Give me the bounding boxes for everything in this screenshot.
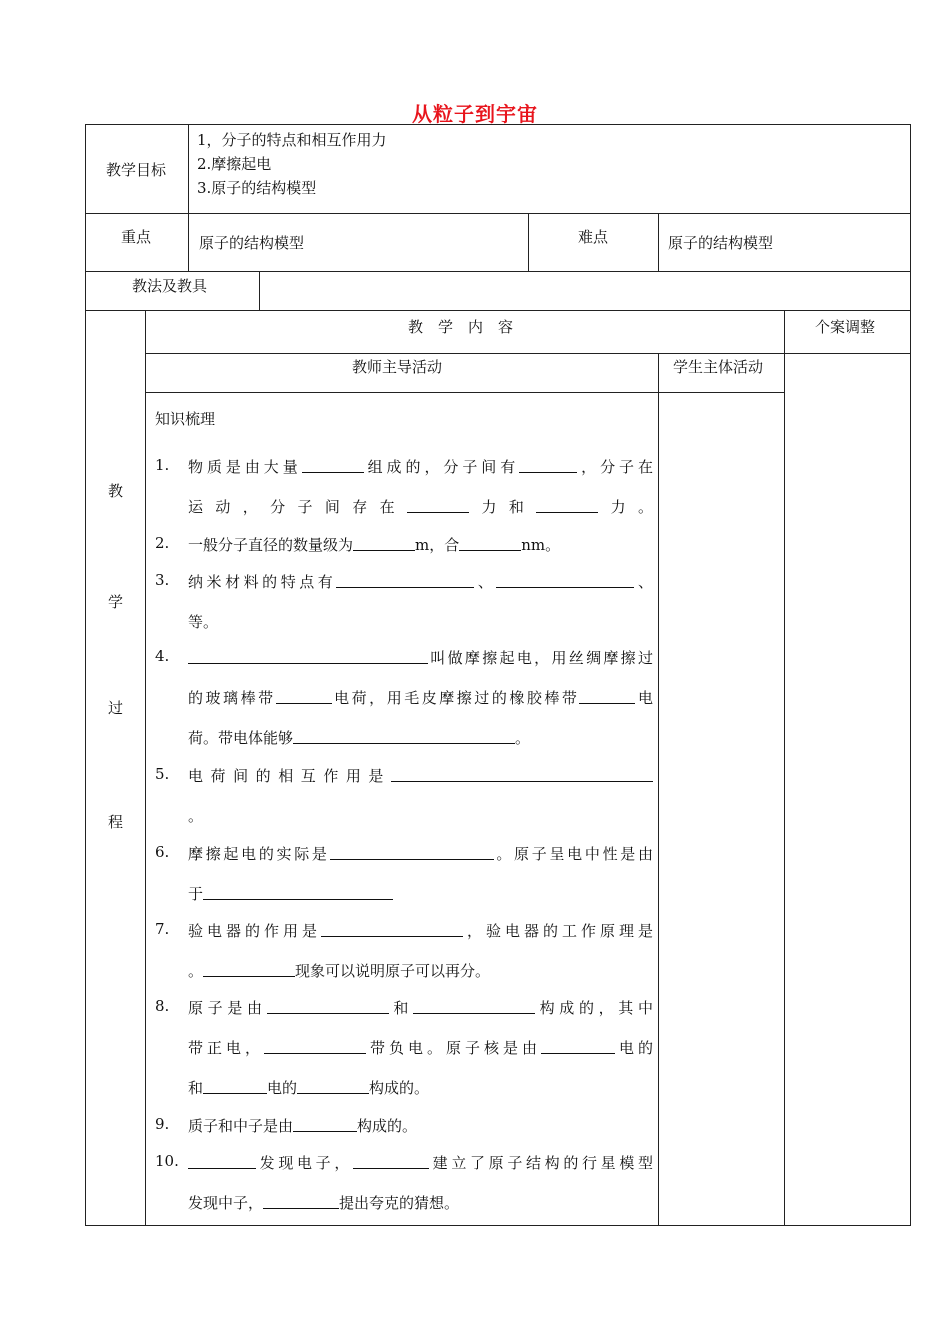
fill-blank[interactable] <box>496 572 634 588</box>
fill-blank[interactable] <box>353 535 415 551</box>
question-text: m，合 <box>415 536 460 554</box>
fill-blank[interactable] <box>267 998 389 1014</box>
question-text: 构成的。 <box>369 1079 430 1097</box>
question-text: 。 <box>515 729 531 747</box>
question-text: 组成的，分子间有 <box>363 458 520 476</box>
fill-blank[interactable] <box>264 1038 366 1054</box>
question-line <box>188 496 653 518</box>
fill-blank[interactable] <box>293 728 515 744</box>
question-text: 电 <box>635 689 653 707</box>
row-divider <box>85 213 911 214</box>
question-number: 5. <box>155 765 170 783</box>
goal-item: 2.摩擦起电 <box>197 155 272 173</box>
question-line <box>188 805 653 827</box>
fill-blank[interactable] <box>391 766 653 782</box>
question-line <box>188 920 653 942</box>
row-divider <box>145 392 785 393</box>
question-text: 。 <box>188 962 204 980</box>
fill-blank[interactable] <box>293 1116 357 1132</box>
question-line <box>188 960 653 982</box>
col-divider <box>145 310 146 1226</box>
adjust-header: 个案调整 <box>815 318 876 336</box>
fill-blank[interactable] <box>407 497 469 513</box>
col-divider <box>658 213 659 272</box>
question-text: ，验电器的工作原理是 <box>463 922 653 940</box>
method-label: 教法及教具 <box>132 277 208 295</box>
question-text: 。原子呈电中性是由 <box>493 845 653 863</box>
side-label-char: 学 <box>108 593 124 611</box>
question-number: 8. <box>155 997 170 1015</box>
col-divider <box>188 124 189 272</box>
question-line <box>188 843 653 865</box>
fill-blank[interactable] <box>297 1078 369 1094</box>
question-item <box>155 571 653 651</box>
col-divider <box>259 271 260 311</box>
key-value: 原子的结构模型 <box>199 234 305 252</box>
question-item <box>155 647 653 767</box>
question-text: 质子和中子是由 <box>188 1117 294 1135</box>
question-item <box>155 920 653 1000</box>
question-text: 纳米材料的特点有 <box>188 573 337 591</box>
fill-blank[interactable] <box>336 572 474 588</box>
question-line <box>188 765 653 787</box>
question-number: 1. <box>155 456 170 474</box>
teacher-header: 教师主导活动 <box>352 358 443 376</box>
question-line <box>188 571 653 593</box>
fill-blank[interactable] <box>579 688 635 704</box>
question-text: 、 <box>634 573 653 591</box>
question-line <box>188 647 653 669</box>
question-number: 3. <box>155 571 170 589</box>
question-text: 电的 <box>267 1079 298 1097</box>
question-line <box>188 1152 653 1174</box>
fill-blank[interactable] <box>302 457 364 473</box>
question-text: 带正电， <box>188 1039 264 1057</box>
fill-blank[interactable] <box>413 998 535 1014</box>
question-item <box>155 997 653 1117</box>
question-text: 力和 <box>469 498 537 516</box>
question-number: 4. <box>155 647 170 665</box>
fill-blank[interactable] <box>519 457 577 473</box>
fill-blank[interactable] <box>353 1153 429 1169</box>
question-number: 9. <box>155 1115 170 1133</box>
question-line <box>188 1115 653 1137</box>
question-line <box>188 611 653 633</box>
goal-item: 3.原子的结构模型 <box>197 179 317 197</box>
question-text: 和 <box>388 999 413 1017</box>
side-label-char: 过 <box>108 699 124 717</box>
difficulty-value: 原子的结构模型 <box>668 234 774 252</box>
question-text: 等。 <box>188 613 219 631</box>
question-text: 原子是由 <box>188 999 267 1017</box>
student-header: 学生主体活动 <box>673 358 764 376</box>
question-text: 和 <box>188 1079 204 1097</box>
question-text: 运动，分子间存在 <box>188 498 408 516</box>
col-divider <box>658 353 659 1226</box>
question-text: 荷。带电体能够 <box>188 729 294 747</box>
question-text: 于 <box>188 885 204 903</box>
fill-blank[interactable] <box>203 1078 267 1094</box>
page-title: 从粒子到宇宙 <box>412 102 538 126</box>
question-text: 电荷间的相互作用是 <box>188 767 391 785</box>
question-number: 7. <box>155 920 170 938</box>
question-text: 发现中子， <box>188 1194 264 1212</box>
question-line <box>188 1192 653 1214</box>
col-divider <box>784 310 785 1226</box>
col-divider <box>528 213 529 272</box>
section-title: 知识梳理 <box>155 410 216 428</box>
question-text: 力。 <box>598 498 653 516</box>
question-text: 提出夸克的猜想。 <box>339 1194 460 1212</box>
question-line <box>188 687 653 709</box>
question-text: 带负电。原子核是由 <box>366 1039 541 1057</box>
key-label: 重点 <box>121 228 152 246</box>
question-text: ，分子在 <box>577 458 653 476</box>
difficulty-label: 难点 <box>578 228 609 246</box>
question-text: 一般分子直径的数量级为 <box>188 536 354 554</box>
fill-blank[interactable] <box>459 535 521 551</box>
fill-blank[interactable] <box>321 921 463 937</box>
question-text: 现象可以说明原子可以再分。 <box>295 962 491 980</box>
content-header: 教 学 内 容 <box>408 318 514 336</box>
question-text: 、 <box>474 573 497 591</box>
fill-blank[interactable] <box>263 1193 339 1209</box>
question-line <box>188 534 653 556</box>
row-divider <box>85 310 911 311</box>
question-item <box>155 843 653 923</box>
question-line <box>188 1037 653 1059</box>
fill-blank[interactable] <box>203 884 393 900</box>
question-line <box>188 727 653 749</box>
goal-item: 1，分子的特点和相互作用力 <box>197 131 387 149</box>
row-divider <box>145 353 911 354</box>
question-text: 叫做摩擦起电，用丝绸摩擦过 <box>428 649 653 667</box>
question-line <box>188 883 653 905</box>
question-text: 电荷，用毛皮摩擦过的橡胶棒带 <box>331 689 580 707</box>
question-text: nm。 <box>521 536 561 554</box>
question-text: 。 <box>188 807 204 825</box>
question-line <box>188 456 653 478</box>
question-text: 电的 <box>614 1039 653 1057</box>
question-line <box>188 997 653 1019</box>
question-text: 验电器的作用是 <box>188 922 321 940</box>
question-item <box>155 456 653 536</box>
question-text: 建立了原子结构的行星模型 <box>429 1154 653 1172</box>
question-number: 2. <box>155 534 170 552</box>
question-text: 摩擦起电的实际是 <box>188 845 330 863</box>
fill-blank[interactable] <box>188 1153 256 1169</box>
question-item <box>155 1152 653 1232</box>
question-text: 发现电子， <box>256 1154 353 1172</box>
fill-blank[interactable] <box>536 497 598 513</box>
fill-blank[interactable] <box>188 648 428 664</box>
question-text: 的玻璃棒带 <box>188 689 276 707</box>
side-label-char: 程 <box>108 813 124 831</box>
question-item <box>155 765 653 845</box>
fill-blank[interactable] <box>541 1038 615 1054</box>
question-text: 构成的，其中 <box>534 999 653 1017</box>
question-item <box>155 1115 653 1155</box>
question-number: 6. <box>155 843 170 861</box>
fill-blank[interactable] <box>203 961 295 977</box>
goal-label: 教学目标 <box>106 161 167 179</box>
question-text: 构成的。 <box>357 1117 418 1135</box>
question-line <box>188 1077 653 1099</box>
question-item <box>155 534 653 574</box>
question-text: 物质是由大量 <box>188 458 302 476</box>
question-number: 10. <box>155 1152 179 1170</box>
row-divider <box>85 271 911 272</box>
fill-blank[interactable] <box>330 844 494 860</box>
fill-blank[interactable] <box>276 688 332 704</box>
side-label-char: 教 <box>108 482 124 500</box>
